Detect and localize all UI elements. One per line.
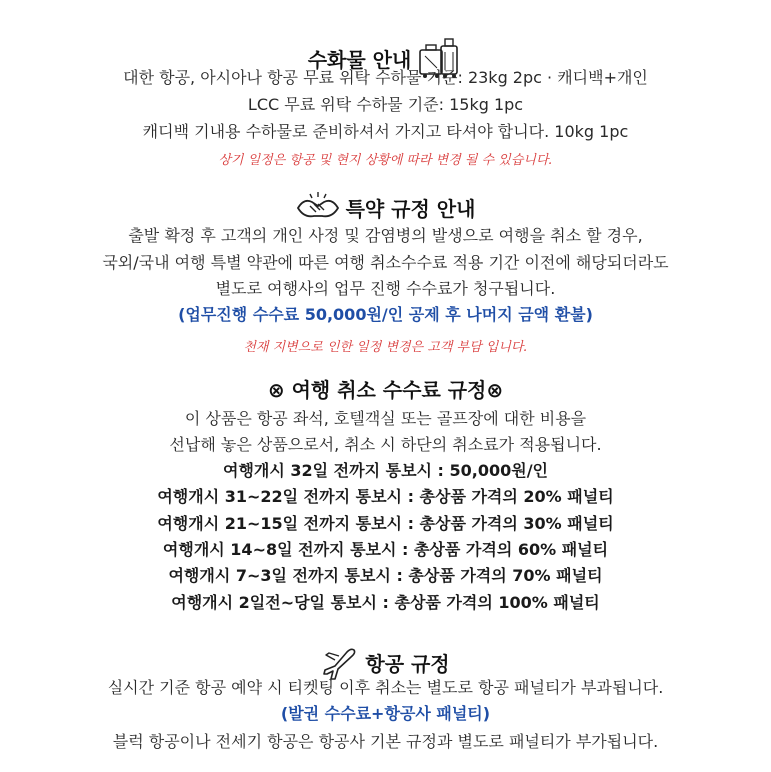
baggage-line-2: LCC 무료 위탁 수하물 기준: 15kg 1pc [247, 95, 524, 114]
handshake-icon [296, 192, 340, 225]
special-terms-line-2: 국외/국내 여행 특별 약관에 따른 여행 취소수수료 적용 기간 이전에 해당되더라도 [102, 253, 669, 272]
airline-title: 항공 규정 [365, 651, 450, 676]
special-terms-title: 특약 규정 안내 [345, 196, 476, 221]
airline-line-1: 실시간 기준 항공 예약 시 티켓팅 이후 취소는 별도로 항공 패널티가 부과됩니다. [107, 678, 664, 697]
special-terms-section-title [0, 192, 771, 225]
cancellation-section-title [0, 380, 771, 400]
cancellation-rule: 여행개시 2일전~당일 통보시 : 총상품 가격의 100% 패널티 [171, 593, 600, 612]
airline-line-2: 블럭 항공이나 전세기 항공은 항공사 기본 규정과 별도로 패널티가 부가됩니다. [112, 732, 659, 751]
baggage-note: 상기 일정은 항공 및 현지 상황에 따라 변경 될 수 있습니다. [218, 153, 553, 168]
special-terms-line-3: 별도로 여행사의 업무 진행 수수료가 청구됩니다. [215, 279, 556, 298]
special-terms-line-1: 출발 확정 후 고객의 개인 사정 및 감염병의 발생으로 여행을 취소 할 경우, [128, 226, 643, 245]
airline-highlight: (발권 수수료+항공사 패널티) [280, 704, 491, 723]
cancellation-rule: 여행개시 7~3일 전까지 통보시 : 총상품 가격의 70% 패널티 [168, 566, 603, 585]
baggage-title: 수화물 안내 [307, 47, 412, 72]
cancellation-rule: 여행개시 14~8일 전까지 통보시 : 총상품 가격의 60% 패널티 [162, 540, 609, 559]
special-terms-highlight: (업무진행 수수료 50,000원/인 공제 후 나머지 금액 환불) [178, 305, 593, 324]
cancellation-line-1: 이 상품은 항공 좌석, 호텔객실 또는 골프장에 대한 비용을 [184, 409, 587, 428]
cancellation-rule: 여행개시 21~15일 전까지 통보시 : 총상품 가격의 30% 패널티 [157, 514, 614, 533]
cancellation-rule: 여행개시 31~22일 전까지 통보시 : 총상품 가격의 20% 패널티 [157, 487, 614, 506]
cancellation-line-2: 선납해 놓은 상품으로서, 취소 시 하단의 취소료가 적용됩니다. [169, 435, 602, 454]
baggage-line-3: 캐디백 기내용 수하물로 준비하셔서 가지고 타셔야 합니다. 10kg 1pc [142, 122, 629, 141]
special-terms-note: 천재 지변으로 인한 일정 변경은 고객 부담 입니다. [243, 340, 528, 355]
cancellation-title: ⊗ 여행 취소 수수료 규정⊗ [267, 378, 504, 402]
cancellation-rule: 여행개시 32일 전까지 통보시 : 50,000원/인 [222, 461, 549, 480]
baggage-line-1: 대한 항공, 아시아나 항공 무료 위탁 수하물 기준: 23kg 2pc · 캐디백+개인 [123, 68, 648, 87]
